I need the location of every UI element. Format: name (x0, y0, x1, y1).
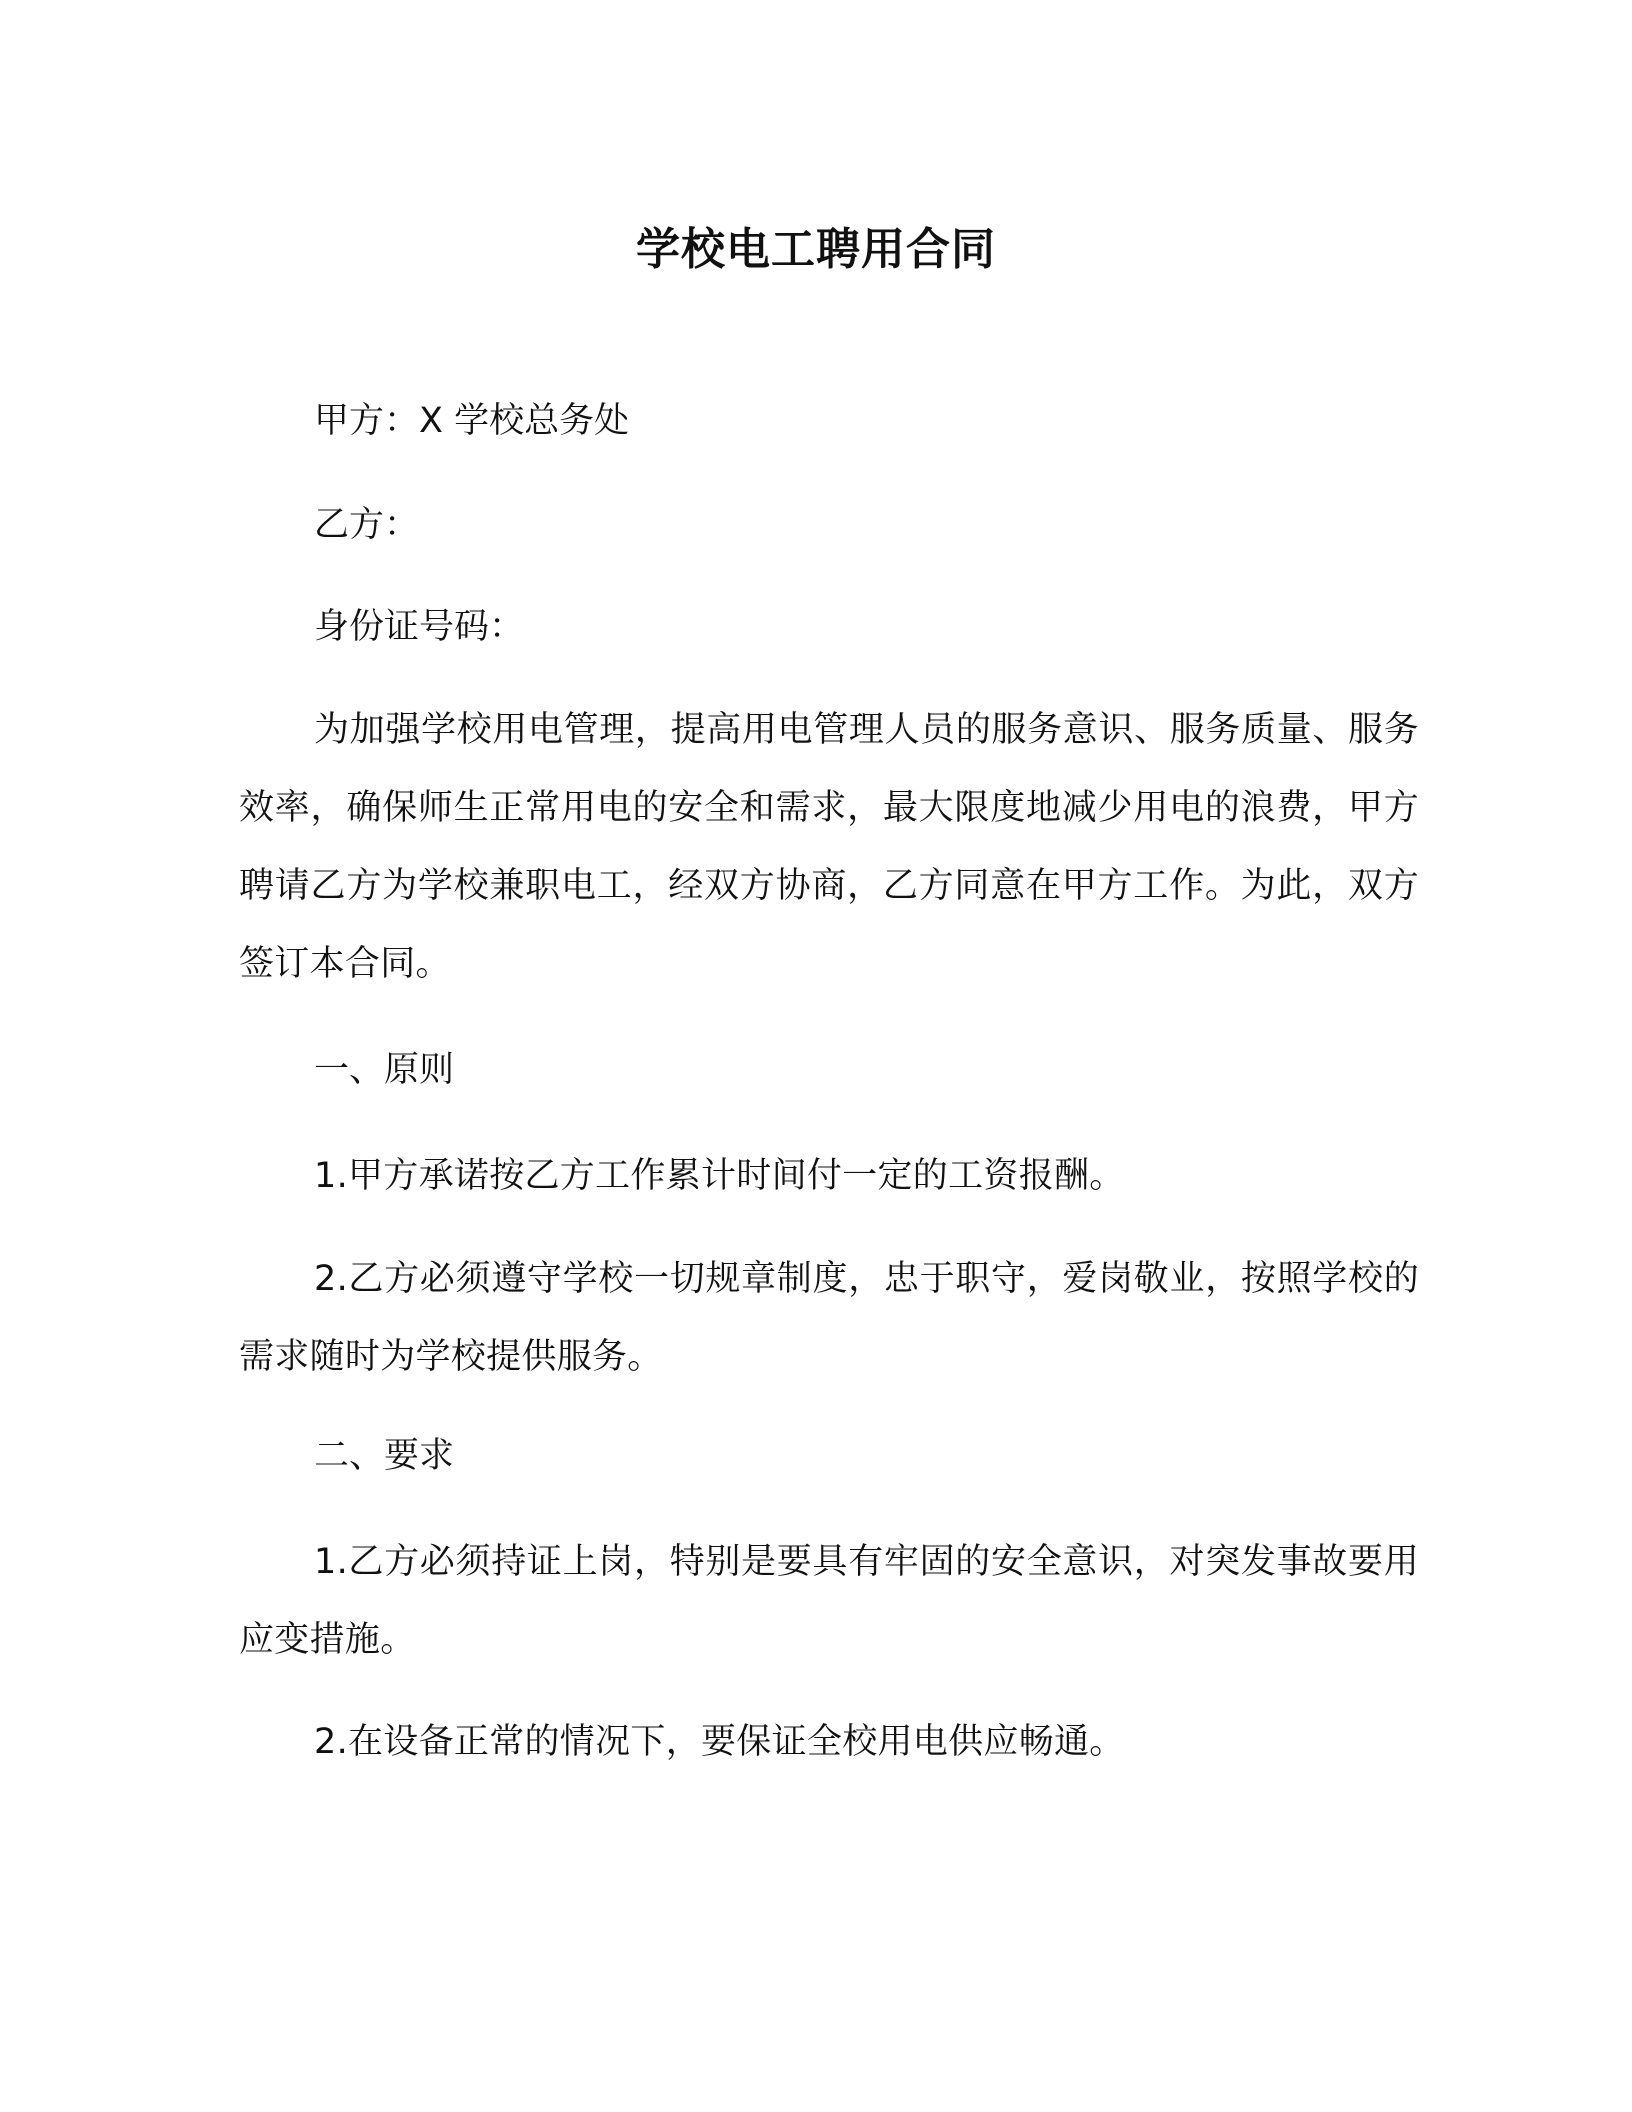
party-b-line: 乙方： (314, 505, 420, 545)
intro-paragraph: 为加强学校用电管理，提高用电管理人员的服务意识、服务质量、服务效率，确保师生正常用电的安全和需求，最大限度地减少用电的浪费，甲方聘请乙方为学校兼职电工，经双方协商，乙方同意在甲方工作。为此，双方签订本合同。 (239, 710, 1419, 984)
party-a-line: 甲方：X 学校总务处 (314, 401, 630, 441)
id-number-line: 身份证号码： (314, 607, 525, 647)
requirement-item-1: 1.乙方必须持证上岗，特别是要具有牢固的安全意识，对突发事故要用应变措施。 (239, 1542, 1419, 1660)
section-heading-principles: 一、原则 (314, 1050, 455, 1090)
section-heading-requirements: 二、要求 (314, 1436, 455, 1476)
principle-item-1: 1.甲方承诺按乙方工作累计时间付一定的工资报酬。 (314, 1156, 1125, 1196)
requirement-item-2: 2.在设备正常的情况下，要保证全校用电供应畅通。 (314, 1722, 1125, 1762)
principle-item-2: 2.乙方必须遵守学校一切规章制度，忠于职守，爱岗敬业，按照学校的需求随时为学校提供服务。 (239, 1259, 1419, 1377)
page-title: 学校电工聘用合同 (636, 224, 996, 275)
